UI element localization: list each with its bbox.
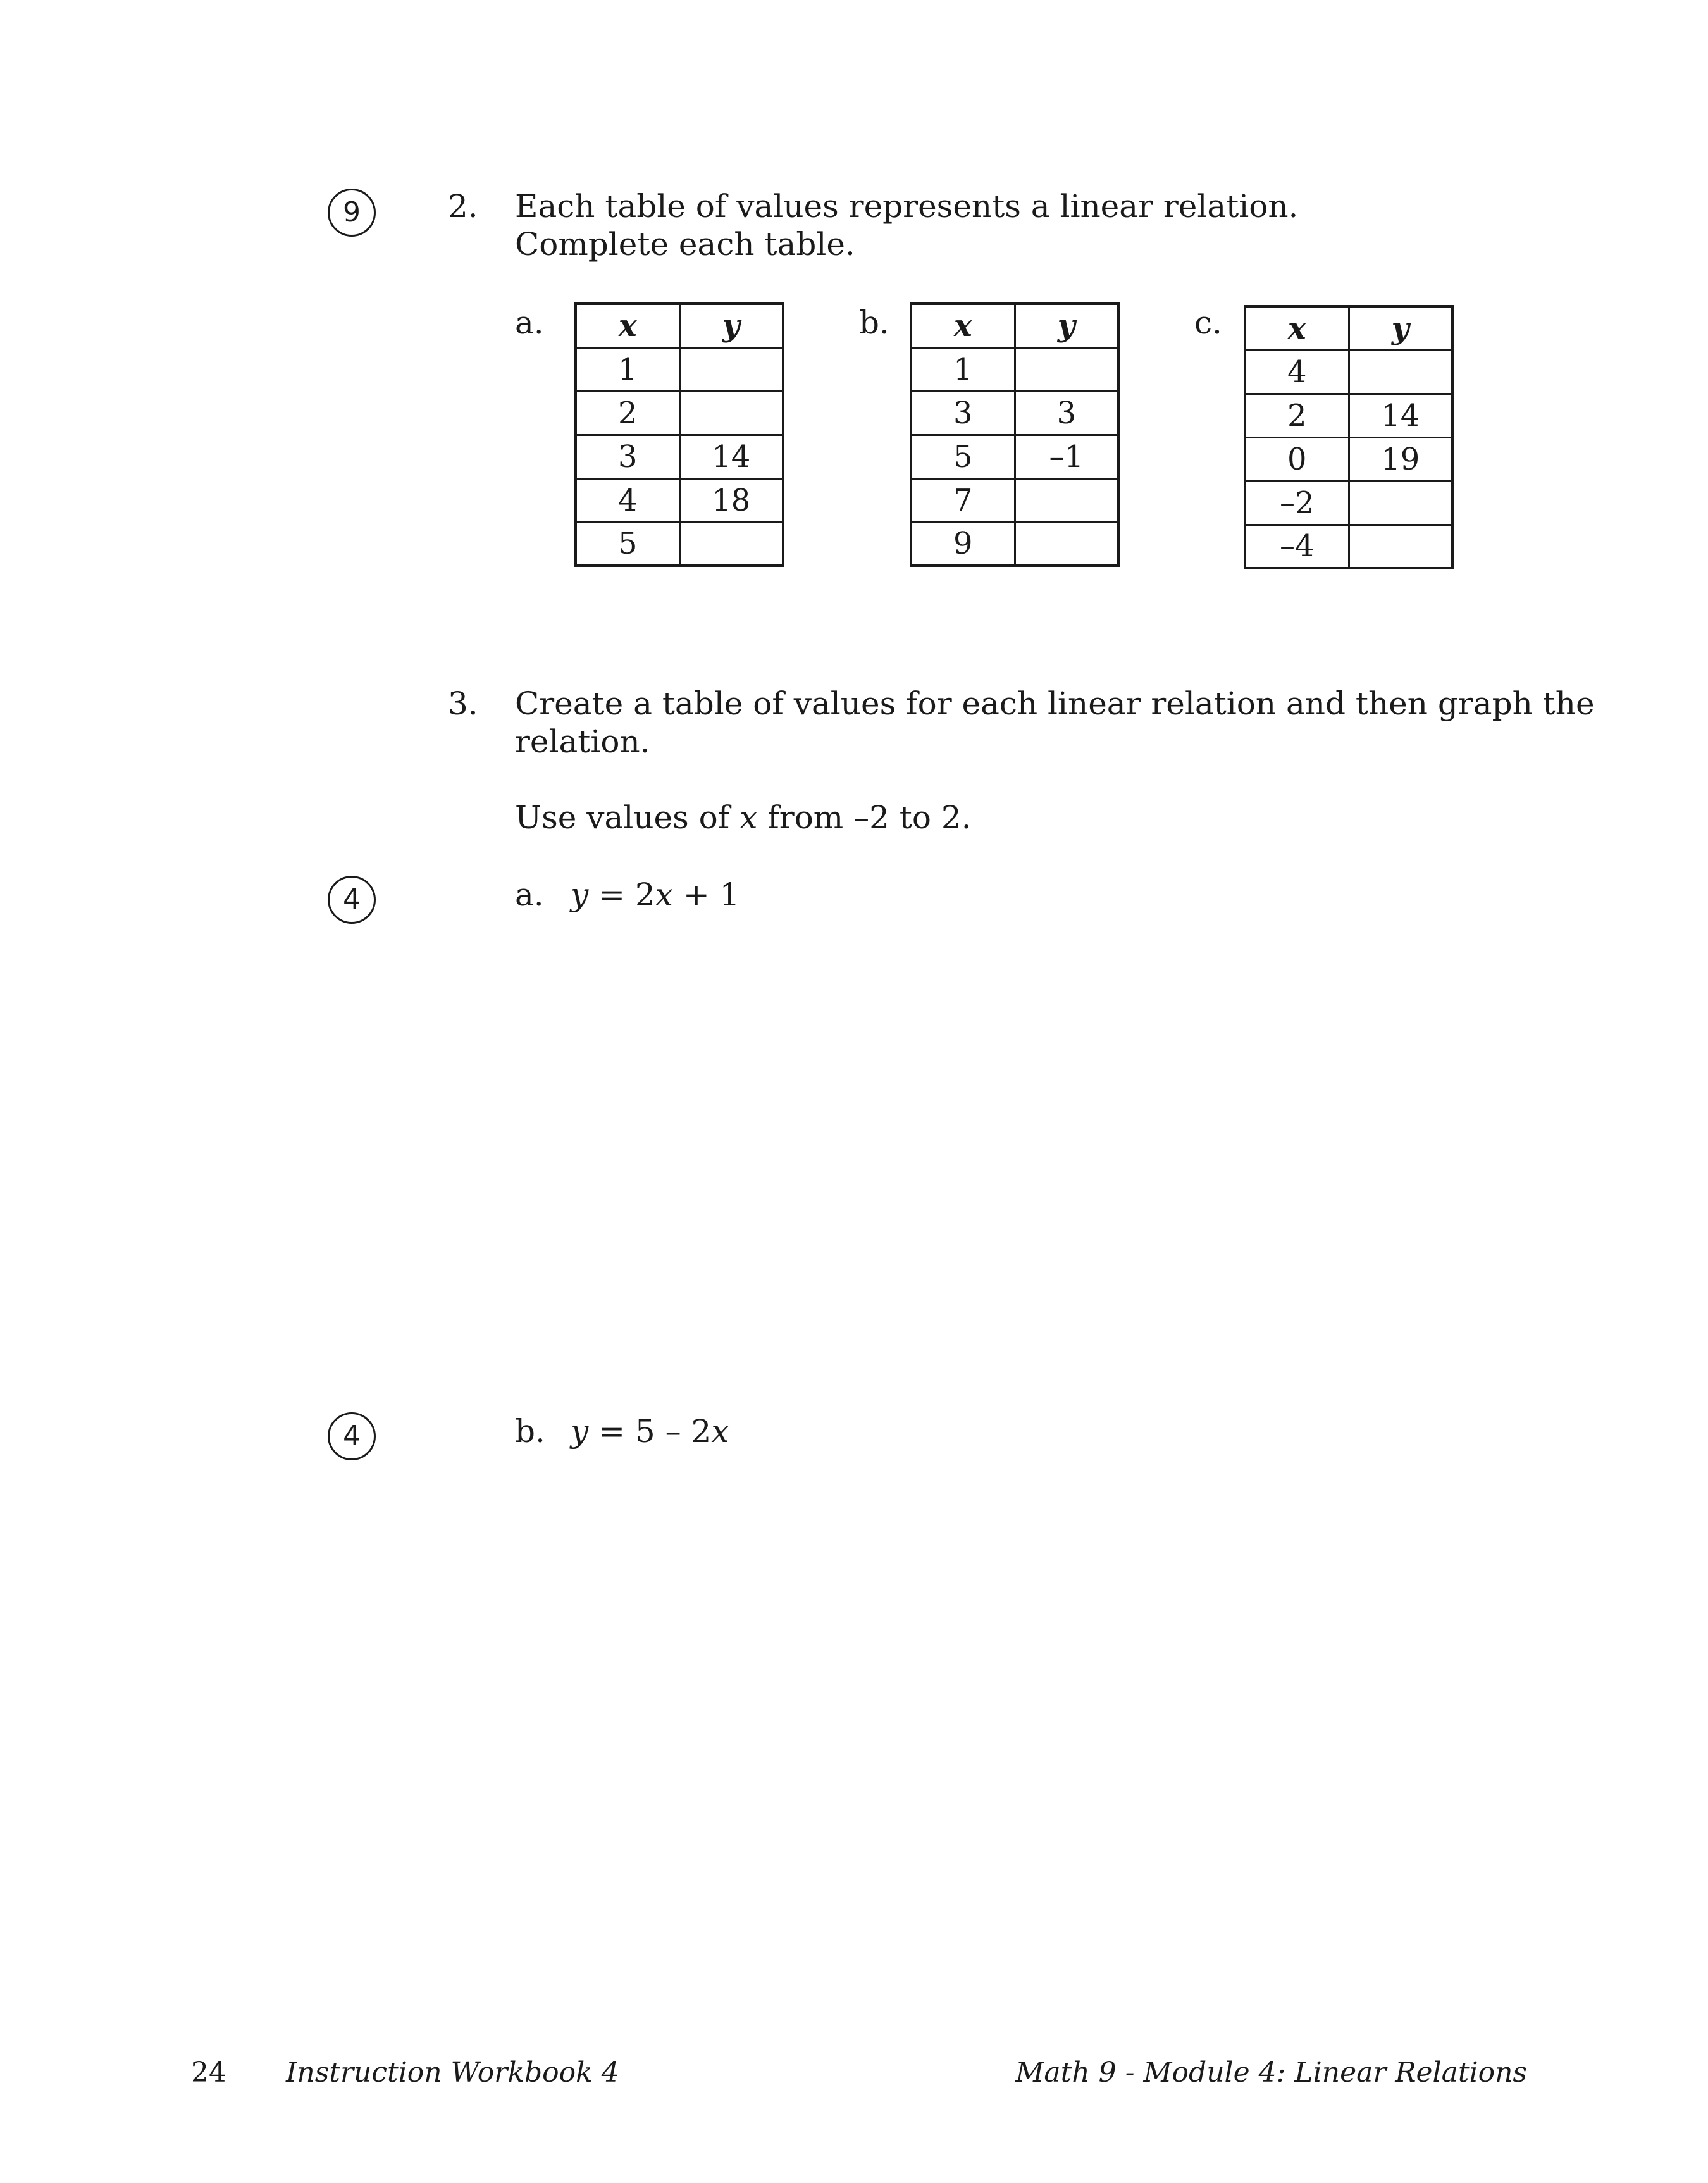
cell-x: 4 — [1245, 350, 1349, 394]
cell-y — [1349, 525, 1452, 568]
cell-x: 3 — [911, 391, 1015, 435]
footer-right-title: Math 9 - Module 4: Linear Relations — [1015, 2056, 1527, 2089]
table-header-row — [576, 304, 783, 347]
table-row — [1245, 525, 1452, 568]
eq-var-y: y — [571, 876, 589, 913]
part-b-label: b. — [515, 1413, 545, 1450]
cell-x: 0 — [1245, 437, 1349, 481]
cell-y — [1349, 350, 1452, 394]
cell-y — [1015, 522, 1118, 566]
cell-y — [1015, 347, 1118, 391]
cell-y: 14 — [1349, 394, 1452, 437]
marks-value: 4 — [343, 883, 361, 916]
marks-circle-q3b — [328, 1412, 376, 1460]
table-a — [574, 302, 784, 567]
cell-y: –1 — [1015, 435, 1118, 478]
question-3-number: 3. — [448, 685, 478, 722]
table-row — [911, 347, 1118, 391]
cell-y — [679, 347, 783, 391]
cell-y: 3 — [1015, 391, 1118, 435]
marks-value: 9 — [343, 196, 361, 228]
cell-x: –2 — [1245, 481, 1349, 525]
footer-left-title: Instruction Workbook 4 — [286, 2056, 619, 2089]
eq-var-x: x — [711, 1413, 729, 1450]
marks-value: 4 — [343, 1420, 361, 1452]
part-a-equation — [571, 876, 740, 914]
question-3-line-2: relation. — [515, 723, 650, 760]
question-2-number: 2. — [448, 188, 478, 225]
cell-y — [1015, 478, 1118, 522]
cell-y — [1349, 481, 1452, 525]
header-y: y — [1349, 306, 1452, 350]
table-header-row — [1245, 306, 1452, 350]
instruction-text: from –2 to 2. — [757, 799, 972, 836]
eq-text: + 1 — [672, 876, 740, 913]
table-row — [576, 347, 783, 391]
eq-var-x: x — [655, 876, 673, 913]
question-2-line-1: Each table of values represents a linear relation. — [515, 188, 1299, 225]
table-row — [911, 522, 1118, 566]
table-row — [1245, 481, 1452, 525]
table-a-label: a. — [515, 304, 544, 341]
cell-y — [679, 391, 783, 435]
part-a-label: a. — [515, 876, 544, 913]
cell-x: 4 — [576, 478, 679, 522]
table-row — [1245, 437, 1452, 481]
cell-x: 1 — [576, 347, 679, 391]
cell-x: 5 — [576, 522, 679, 566]
instruction-variable: x — [740, 799, 758, 836]
table-row — [576, 478, 783, 522]
table-b — [910, 302, 1120, 567]
cell-y: 14 — [679, 435, 783, 478]
cell-y: 18 — [679, 478, 783, 522]
table-row — [911, 478, 1118, 522]
cell-x: 2 — [1245, 394, 1349, 437]
cell-x: –4 — [1245, 525, 1349, 568]
table-row — [911, 435, 1118, 478]
cell-y — [679, 522, 783, 566]
question-2-line-2: Complete each table. — [515, 226, 855, 263]
table-row — [576, 522, 783, 566]
page-number: 24 — [191, 2056, 226, 2089]
question-3-instruction — [515, 799, 972, 837]
instruction-text: Use values of — [515, 799, 740, 836]
marks-circle-q2 — [328, 189, 376, 237]
table-row — [576, 435, 783, 478]
cell-x: 7 — [911, 478, 1015, 522]
table-header-row — [911, 304, 1118, 347]
table-row — [576, 391, 783, 435]
table-b-label: b. — [859, 304, 889, 341]
eq-text: = 5 – 2 — [588, 1413, 712, 1450]
header-x: x — [1245, 306, 1349, 350]
cell-x: 5 — [911, 435, 1015, 478]
header-x: x — [911, 304, 1015, 347]
part-b-equation — [571, 1412, 729, 1450]
eq-var-y: y — [571, 1413, 589, 1450]
question-3-line-1: Create a table of values for each linear relation and then graph the — [515, 685, 1595, 722]
header-y: y — [679, 304, 783, 347]
table-row — [911, 391, 1118, 435]
table-c — [1244, 305, 1454, 569]
table-row — [1245, 394, 1452, 437]
header-y: y — [1015, 304, 1118, 347]
eq-text: = 2 — [588, 876, 655, 913]
header-x: x — [576, 304, 679, 347]
cell-x: 1 — [911, 347, 1015, 391]
cell-x: 2 — [576, 391, 679, 435]
cell-x: 9 — [911, 522, 1015, 566]
table-row — [1245, 350, 1452, 394]
table-c-label: c. — [1194, 304, 1222, 341]
marks-circle-q3a — [328, 876, 376, 924]
cell-y: 19 — [1349, 437, 1452, 481]
cell-x: 3 — [576, 435, 679, 478]
